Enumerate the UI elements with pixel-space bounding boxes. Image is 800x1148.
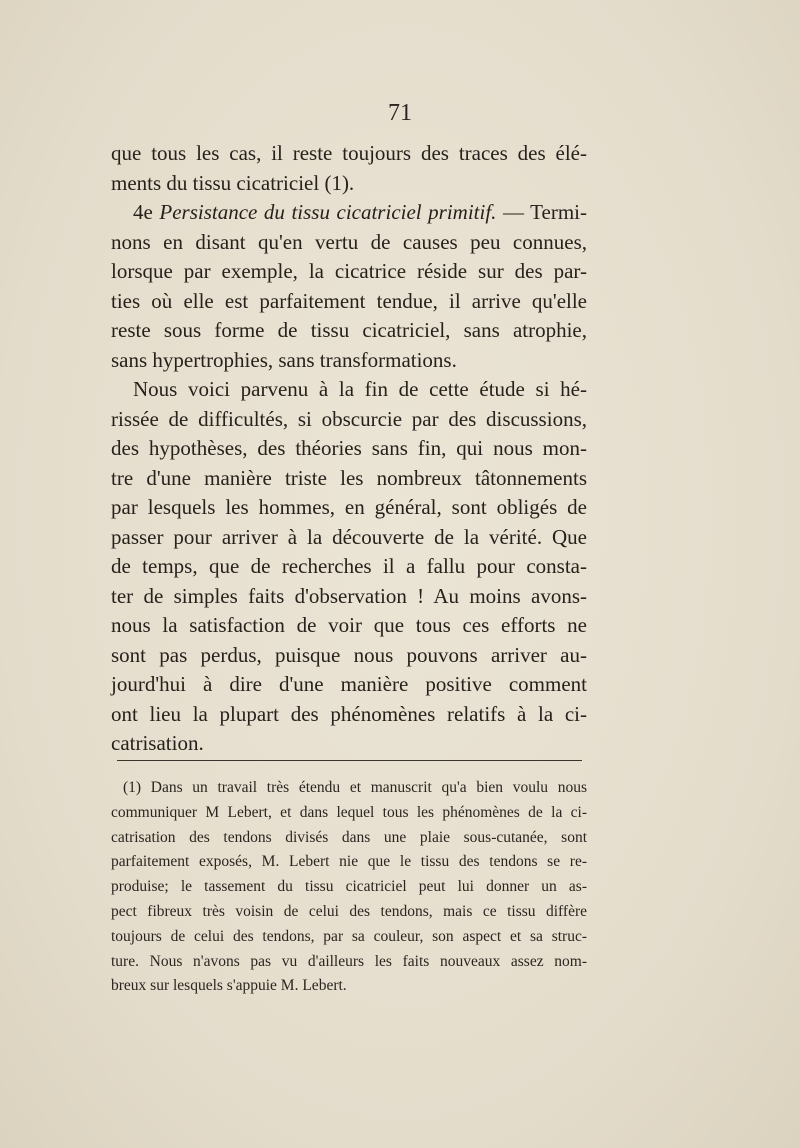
- text-line: reste sous forme de tissu cicatriciel, sans atrophie,: [111, 318, 587, 342]
- section-heading-line: [111, 198, 587, 228]
- text-fragment: — Termi-: [496, 200, 587, 224]
- text-line: passer pour arriver à la découverte de la vérité. Que: [111, 524, 587, 549]
- text-line: ont lieu la plupart des phénomènes relatifs à la ci-: [111, 701, 587, 726]
- footnote-line: communiquer M Lebert, et dans lequel tous les phénomènes de la ci-: [111, 803, 587, 821]
- footnote-line: ture. Nous n'avons pas vu d'ailleurs les faits nouveaux assez nom-: [111, 952, 587, 970]
- footnote-line: breux sur lesquels s'appuie M. Lebert.: [111, 977, 347, 995]
- text-line: tre d'une manière triste les nombreux tâtonnements: [111, 465, 587, 490]
- text-line: sont pas perdus, puisque nous pouvons arriver au-: [111, 642, 587, 667]
- text-line: nous la satisfaction de voir que tous ces efforts ne: [111, 613, 587, 637]
- text-line: nons en disant qu'en vertu de causes peu connues,: [111, 229, 587, 254]
- text-line: sans hypertrophies, sans transformations.: [111, 347, 457, 372]
- text-line: ter de simples faits d'observation ! Au moins avons-: [111, 583, 587, 608]
- text-line: des hypothèses, des théories sans fin, qui nous mon-: [111, 436, 587, 460]
- footnote-line: (1) Dans un travail très étendu et manuscrit qu'a bien voulu nous: [123, 779, 587, 796]
- text-line: que tous les cas, il reste toujours des traces des élé-: [111, 141, 587, 165]
- section-heading: Persistance du tissu cicatriciel primitif.: [159, 200, 497, 224]
- text-line: ments du tissu cicatriciel (1).: [111, 170, 355, 195]
- footnote-line: catrisation des tendons divisés dans une plaie sous-cutanée, sont: [111, 828, 587, 846]
- main-text: [111, 139, 587, 759]
- footnote-divider: [117, 760, 582, 761]
- text-line: par lesquels les hommes, en général, sont obligés de: [111, 495, 587, 519]
- text-line: Nous voici parvenu à la fin de cette étude si hé-: [133, 377, 587, 401]
- footnote-line: produise; le tassement du tissu cicatriciel peut lui donner un as-: [111, 878, 587, 896]
- text-line: rissée de difficultés, si obscurcie par des discussions,: [111, 406, 587, 431]
- section-number: 4e: [133, 200, 160, 224]
- footnote-line: parfaitement exposés, M. Lebert nie que le tissu des tendons se re-: [111, 853, 587, 871]
- text-line: ties où elle est parfaitement tendue, il arrive qu'elle: [111, 288, 587, 313]
- text-line: lorsque par exemple, la cicatrice réside sur des par-: [111, 259, 587, 283]
- text-line: jourd'hui à dire d'une manière positive comment: [111, 672, 587, 696]
- text-line: catrisation.: [111, 731, 204, 755]
- footnote: [111, 776, 587, 999]
- footnote-line: pect fibreux très voisin de celui des tendons, mais ce tissu diffère: [111, 902, 587, 920]
- page-number: 71: [388, 100, 412, 126]
- footnote-line: toujours de celui des tendons, par sa couleur, son aspect et sa struc-: [111, 927, 587, 945]
- text-line: de temps, que de recherches il a fallu pour consta-: [111, 554, 587, 578]
